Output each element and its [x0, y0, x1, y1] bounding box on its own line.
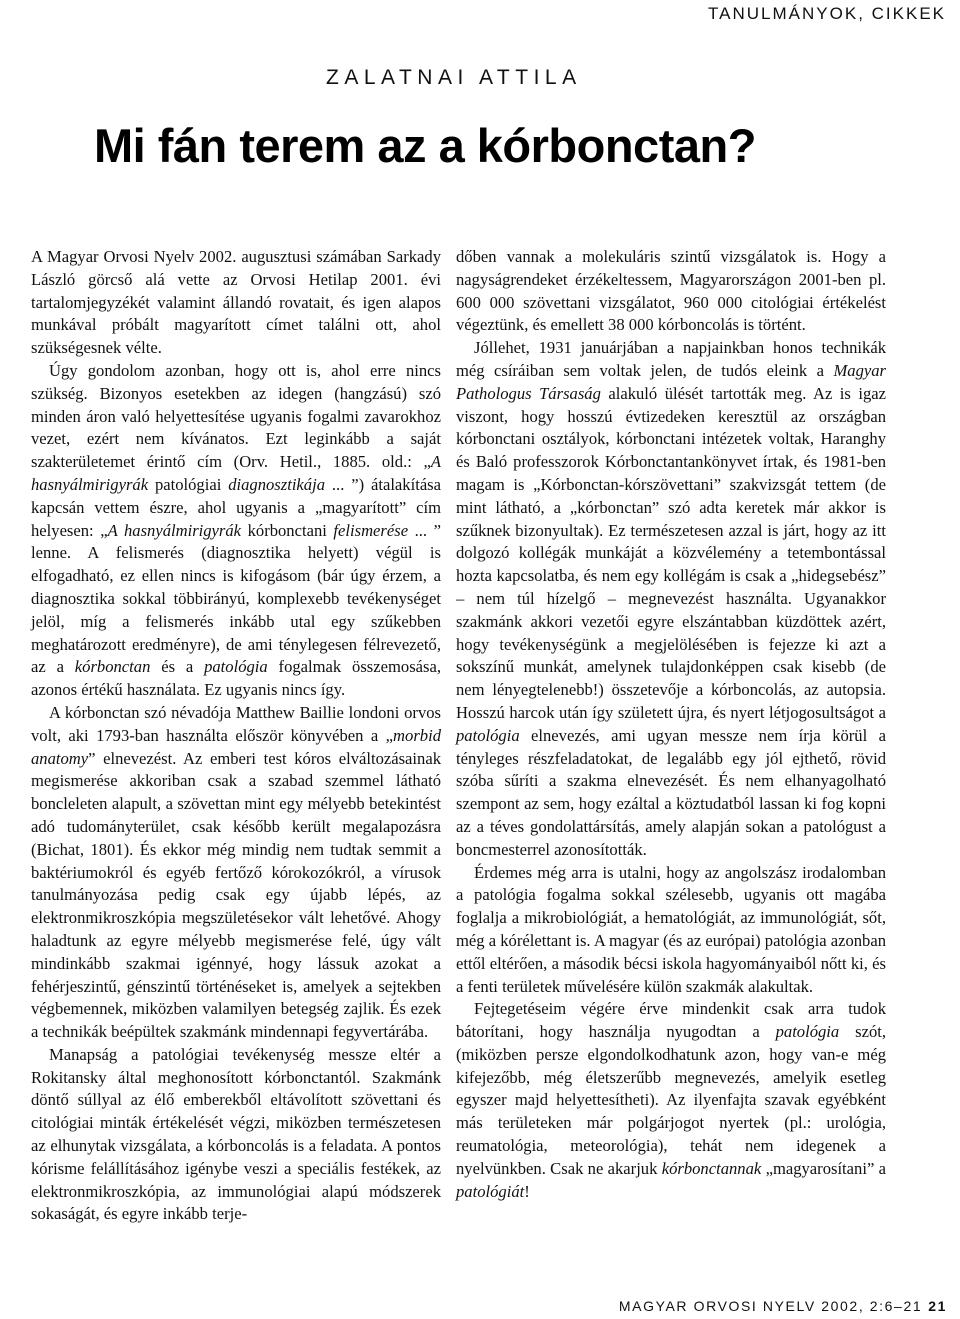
- text-run: A Magyar Orvosi Nyelv 2002. augusztusi számában Sarkady László görcső alá vette az Orvosi Hetilap 2001. évi tartalomjegyzékét valamint állandó rovatait, és igen alapos munkával próbált magyarított címet találni ott, ahol szükségesnek vélte.: [31, 247, 441, 358]
- text-run: !: [524, 1181, 530, 1201]
- text-run: Fejtegetéseim végére érve mindenkit csak arra tudok bátorítani, hogy használja nyugodtan a: [456, 999, 886, 1042]
- text-run: A kórbonctan szó névadója Matthew Baillie londoni orvos volt, aki 1793-ban használta először könyvében a „: [31, 702, 441, 745]
- text-run: szót, (miközben persze elgondolkodhatunk azon, hogy van-e még kifejezőbb, még életszerűbb megnevezés, amelyik esetleg egyszer majd helyettesítheti). Az ilyenfajta szavak egyébként más területeken már polgárjogot nyertek (pl.: urológia, reumatológia, meteorológia), tehát nem idegenek a nyelvünkben. Csak ne akarjuk: [456, 1022, 886, 1178]
- text-run: patológiai: [148, 474, 229, 494]
- text-run: ” elnevezést. Az emberi test kóros elváltozásainak megismerése akkoriban csak a szabad szemmel látható boncleleten alapult, a szövettan mint egy mélyebb betekintést adó tudományterület, csak később került megalapozásra (Bichat, 1801). És ekkor még mindig nem tudtak semmit a baktériumokról és egyéb fertőző kórokozókról, a vírusok tanulmányozása pedig csak egy újabb lépés, az elektronmikroszkópia megszületésekor vált lehetővé. Ahogy haladtunk az egyre mélyebb megismerése felé, úgy vált mindinkább szakmai igénnyé, hogy lássuk azokat a fehérjeszintű, génszintű történéseket is, amelyek a sejtekben végbemennek, miközben valamilyen betegség zajlik. És ezek a technikák beépültek szakmánk mindennapi fegyvertárába.: [31, 748, 441, 1042]
- italic-text: patológia: [204, 657, 268, 677]
- italic-text: morbid anatomy: [31, 725, 441, 768]
- section-rubric: TANULMÁNYOK, CIKKEK: [708, 4, 946, 23]
- italic-text: patológia: [456, 725, 520, 745]
- text-run: fogalmak összemosása, azonos értékű használata. Ez ugyanis nincs így.: [31, 657, 441, 700]
- text-run: dőben vannak a molekuláris szintű vizsgálatok is. Hogy a nagyságrendeket érzékeltessem, Magyarországon 2001-ben pl. 600 000 szövettani vizsgálatot, 960 000 citológiai értékelést végeztünk, és emellett 38 000 kórboncolás is történt.: [456, 247, 886, 335]
- italic-text: Magyar Pathologus Társaság: [456, 360, 886, 403]
- paragraph: [456, 998, 886, 1203]
- text-run: alakuló ülését tartották meg. Az is igaz viszont, hogy hosszú évtizedeken keresztül az országban kórbonctani osztályok, kórbonctani intézetek voltak, Haranghy és Baló professzorok Kórbonctantankönyvet írtak, és 1981-ben magam is „Kórbonctan-kórszövettani” szakvizsgát tettem (de mint látható, a „kórbonctan” szó adta keretek már akkor is szűknek bizonyultak). Ez természetesen azzal is járt, hogy az itt dolgozó kollégák munkáját a közvélemény a tetembontással hozta kapcsolatba, és nem egy kollégám is csak a „hidegsebész” – nem túl hízelgő – megnevezést használta. Ugyanakkor szakmánk akkori vezetői egyre elszántabban küzdöttek azért, hogy tevékenységünk a megjelölésében is fejezze ki azt a sokszínű munkát, amelynek tulajdonképpen csak kisebb (de nem lényegtelenebb!) összetevője a kórboncolás, az autopsia. Hosszú harcok után így született újra, és nyert létjogosultságot a: [456, 383, 886, 722]
- text-run: kórbonctani: [241, 520, 334, 540]
- page-footer: [619, 1298, 947, 1314]
- text-run: Érdemes még arra is utalni, hogy az angolszász irodalomban a patológia fogalma sokkal szélesebb, ugyanis ott magába foglalja a mikrobiológiát, a hematológiát, az immunológiát, sőt, még a kórélettant is. A magyar (és az európai) patológia azonban ettől eltérően, a második bécsi iskola hagyományaiból nőtt ki, és a fenti területek művelésére külön szakmák alakultak.: [456, 862, 886, 996]
- paragraph: [456, 862, 886, 999]
- paragraph: [456, 246, 886, 337]
- paragraph: [31, 1044, 441, 1226]
- italic-text: felismerése: [333, 520, 409, 540]
- italic-text: patológiát: [456, 1181, 525, 1201]
- column-left: [31, 246, 441, 1226]
- text-run: ... ” lenne. A felismerés (diagnosztika helyett) végül is elfogadható, ez ellen nincs is kifogásom (bár úgy érzem, a diagnosztika sokkal többirányú, komplexebb tevékenységet jelöl, míg a felismerés inkább utal egy szűkebben meghatározott eredményre), de ami ténylegesen félrevezető, az a: [31, 520, 441, 677]
- column-right: [456, 246, 886, 1203]
- text-run: Jóllehet, 1931 januárjában a napjainkban honos technikák még csíráiban sem voltak jelen, de tudós eleink a: [456, 338, 886, 380]
- journal-citation: MAGYAR ORVOSI NYELV 2002, 2:6–21: [618, 1298, 923, 1314]
- text-run: elnevezés, ami ugyan messze nem írja körül a tényleges részfeladatokat, de legalább egy jól ejthető, rövid szóba sűríti a szakma elnevezését. És nem elhanyagolható szempont az sem, hogy ezáltal a köztudatból lassan ki fog kopni az a téves gondolattársítás, amely alapján sokan a patológust a boncmesterrel azonosították.: [456, 725, 886, 859]
- paragraph: [456, 337, 886, 861]
- italic-text: A hasnyálmirigyrák: [31, 452, 441, 494]
- text-run: és a: [150, 657, 205, 677]
- text-run: ... ”) átalakítása kapcsán vettem észre, ahol ugyanis a „magyarított” cím helyesen: „: [31, 474, 442, 540]
- article-title: Mi fán terem az a kórbonctan?: [94, 119, 756, 172]
- italic-text: patológia: [775, 1022, 840, 1042]
- text-run: Manapság a patológiai tevékenység messze eltér a Rokitansky által meghonosított kórbonctantól. Szakmánk döntő súllyal az élő emberekből eltávolított szövettani és citológiai minták értékelését végzi, miközben természetesen az elhunytak vizsgálata, a kórboncolás is a feladata. A pontos kórisme felállításához igénybe veszi a speciális festékek, az elektronmikroszkópia, az immunológiai alapú módszerek sokaságát, és egyre inkább terje-: [31, 1044, 441, 1224]
- page-number: 21: [928, 1298, 947, 1314]
- italic-text: kórbonctannak: [661, 1158, 762, 1178]
- text-run: „magyarosítani” a: [761, 1158, 886, 1178]
- italic-text: kórbonctan: [74, 657, 151, 677]
- paragraph: [31, 246, 441, 360]
- paragraph: [31, 702, 441, 1044]
- author-name: ZALATNAI ATTILA: [326, 66, 582, 89]
- paragraph: [31, 360, 441, 702]
- italic-text: A hasnyálmirigyrák: [107, 520, 242, 540]
- text-run: Úgy gondolom azonban, hogy ott is, ahol erre nincs szükség. Bizonyos esetekben az idegen (hangzású) szó minden áron való helyettesítése ugyanis fogalmi zavarokhoz vezet, ezért nem kívánatos. Ezt leginkább a saját szakterületemet érintő cím (Orv. Hetil., 1885. old.: „: [31, 360, 441, 472]
- italic-text: diagnosztikája: [228, 474, 326, 494]
